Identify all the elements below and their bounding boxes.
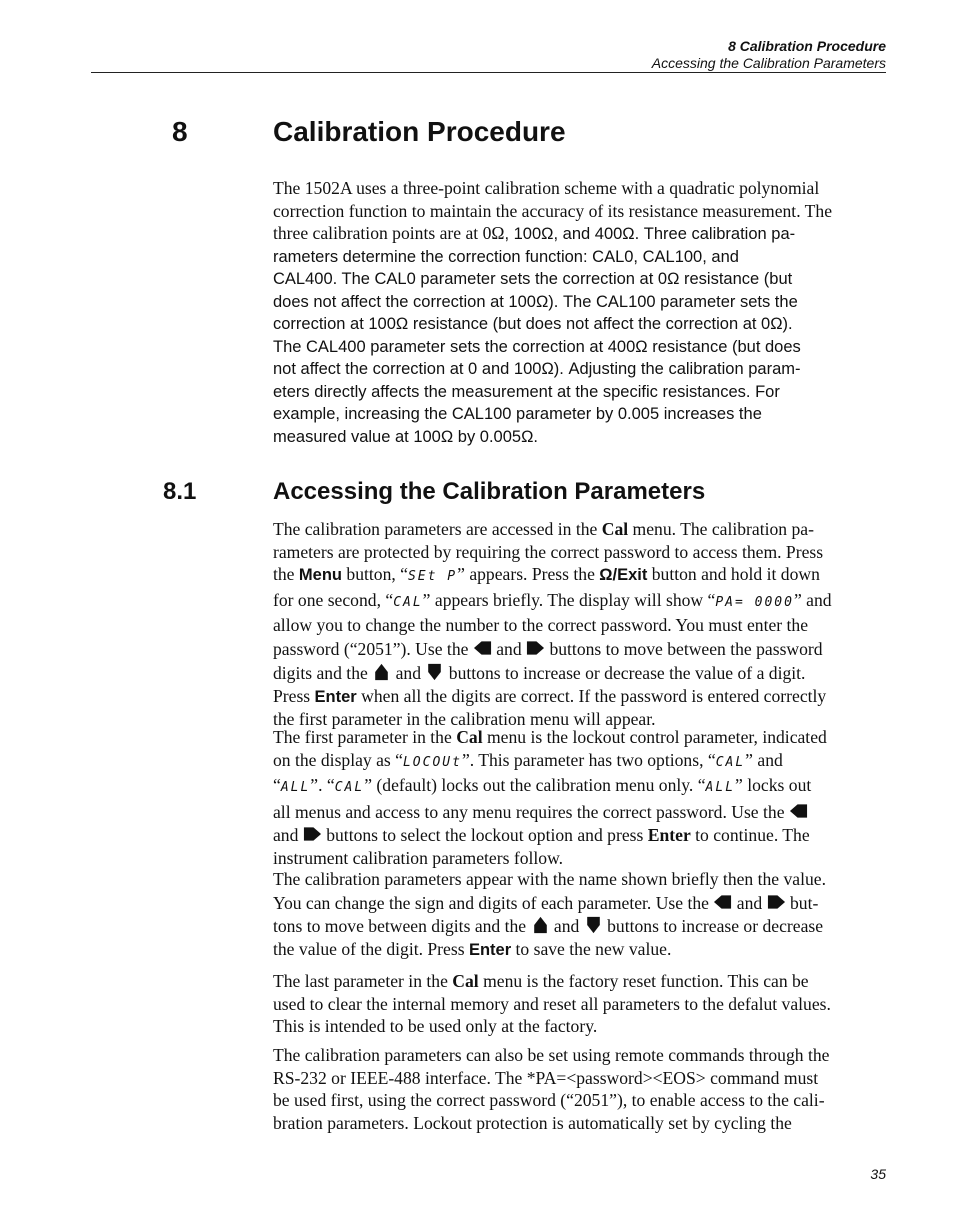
chapter-number: 8 [172, 116, 188, 147]
left-arrow-button-icon [713, 893, 732, 911]
paragraph-editing [273, 868, 888, 961]
menu-name-cal: Cal [452, 971, 479, 991]
text-line [273, 801, 888, 824]
text-run: button and hold it down [647, 564, 820, 584]
text-line [273, 938, 888, 962]
text-line [273, 638, 888, 661]
up-arrow-button-icon [531, 916, 550, 934]
text-run: “ [273, 775, 281, 795]
lcd-text-all: ALL [280, 780, 311, 795]
text-run: buttons to move between the password [545, 638, 823, 659]
text-line: allow you to change the number to the correct password. You must enter the [273, 615, 809, 635]
text-line [273, 892, 888, 915]
lcd-text-all: ALL [705, 780, 736, 795]
left-arrow-button-icon [473, 639, 492, 657]
text-line [273, 915, 888, 938]
text-line: instrument calibration parameters follow. [273, 847, 564, 868]
text-line: This is intended to be used only at the factory. [273, 1016, 598, 1036]
text-run: The last parameter in the [273, 971, 453, 991]
section-title: Accessing the Calibration Parameters [273, 478, 706, 505]
text-run: menu is the lockout control parameter, indicated [482, 727, 827, 747]
text-run: for one second, “ [273, 589, 394, 610]
text-run: and [273, 825, 303, 845]
text-run: when all the digits are correct. If the password is entered correctly [356, 685, 827, 706]
text-line [273, 824, 888, 847]
text-line: eters directly affects the measurement at the specific resistances. For [273, 382, 780, 401]
lcd-text-password: PA= 0000 [715, 594, 794, 610]
text-line [273, 563, 888, 589]
left-arrow-button-icon [789, 802, 808, 820]
text-line: be used first, using the correct password (“2051”), to enable access to the cali- [273, 1090, 825, 1110]
lcd-text-setp: SEt P [407, 569, 458, 584]
text-line: does not affect the correction at 100Ω). The CAL100 parameter sets the [273, 292, 798, 311]
text-line: correction function to maintain the accuracy of its resistance measurement. The [273, 200, 833, 221]
text-line: measured value at 100Ω by 0.005Ω. [273, 427, 538, 446]
text-run: , 100Ω, and 400Ω. Three calibration pa- [504, 225, 796, 243]
text-line: CAL400. The CAL0 parameter sets the correction at 0Ω resistance (but [273, 270, 793, 288]
text-line: rameters are protected by requiring the correct password to access them. Press [273, 541, 824, 562]
text-line: The calibration parameters can also be set using remote commands through the [273, 1045, 830, 1065]
header-rule [91, 72, 886, 73]
text-line: correction at 100Ω resistance (but does not affect the correction at 0Ω). [273, 315, 793, 333]
text-line: The CAL400 parameter sets the correction at 400Ω resistance (but does [273, 337, 801, 356]
text-run: and [391, 663, 426, 683]
text-run: You can change the sign and digits of each parameter. Use the [273, 892, 714, 913]
page-number: 35 [870, 1166, 886, 1182]
text-line [273, 518, 888, 541]
down-arrow-button-icon [584, 916, 603, 934]
text-run: “ [707, 749, 716, 770]
text-run: ”. This parameter has two options, [461, 749, 708, 770]
text-run: password (“2051”). Use the [273, 638, 473, 659]
text-run: ” locks out [735, 775, 812, 795]
text-run: Press [273, 685, 315, 706]
text-run: all menus and access to any menu requires the correct password. Use the [273, 801, 789, 822]
button-name-menu: Menu [298, 566, 342, 584]
text-line: RS-232 or IEEE-488 interface. The *PA=<password><EOS> command must [273, 1067, 819, 1088]
up-arrow-button-icon [372, 663, 391, 681]
lcd-text-cal: CAL [334, 780, 365, 795]
button-name-enter: Enter [647, 825, 691, 845]
text-run: button, “ [342, 564, 408, 584]
text-run: to continue. The [690, 825, 810, 845]
text-line: the first parameter in the calibration menu will appear. [273, 709, 656, 729]
lcd-text-locout: LOCOUt [402, 754, 462, 770]
text-line: rameters determine the correction function: CAL0, CAL100, and [273, 247, 739, 266]
text-run: and [549, 916, 584, 936]
right-arrow-button-icon [526, 639, 545, 657]
text-run: buttons to increase or decrease [602, 916, 824, 936]
button-name-enter: Enter [468, 940, 512, 959]
menu-name-cal: Cal [456, 727, 483, 747]
paragraph-factory-reset [273, 970, 888, 1038]
text-run: menu is the factory reset function. This can be [478, 971, 809, 991]
text-line [273, 222, 888, 246]
right-arrow-button-icon [767, 893, 786, 911]
text-run: tons to move between digits and the [273, 916, 531, 936]
text-run: ” and [793, 589, 832, 610]
text-run: buttons to select the lockout option and press [321, 825, 648, 845]
paragraph-password [273, 518, 888, 731]
text-run: but- [785, 892, 819, 913]
text-line: used to clear the internal memory and reset all parameters to the defalut values. [273, 993, 831, 1014]
text-line [273, 970, 888, 993]
running-header [652, 38, 886, 72]
text-run: and [732, 892, 767, 913]
text-line [273, 685, 888, 709]
section-number: 8.1 [163, 478, 197, 505]
text-run: ” appears briefly. The display will show “ [422, 589, 716, 610]
paragraph-lockout [273, 726, 888, 869]
lcd-text-cal: CAL [715, 754, 746, 770]
paragraph-remote [273, 1044, 888, 1134]
text-line: The 1502A uses a three-point calibration scheme with a quadratic polynomial [273, 178, 820, 198]
text-line [273, 662, 888, 685]
running-header-section: Accessing the Calibration Parameters [651, 55, 886, 71]
text-run: the value of the digit. Press [273, 938, 469, 959]
text-line [273, 774, 888, 800]
text-run: The calibration parameters are accessed in the [273, 519, 602, 539]
text-line: bration parameters. Lockout protection is automatically set by cycling the [273, 1112, 792, 1133]
button-name-exit: Ω/Exit [599, 566, 648, 584]
menu-name-cal: Cal [601, 519, 629, 539]
running-header-chapter: 8 Calibration Procedure [728, 38, 886, 54]
text-run: ” appears. Press the [457, 564, 600, 584]
text-run: the [273, 564, 299, 584]
text-run: and [491, 638, 527, 659]
text-run: to save the new value. [511, 938, 672, 959]
text-run: buttons to increase or decrease the value of a digit. [444, 663, 806, 683]
text-run: menu. The calibration pa- [628, 519, 814, 539]
button-name-enter: Enter [314, 687, 357, 706]
text-line: The calibration parameters appear with the name shown briefly then the value. [273, 869, 827, 889]
text-run: ” and [745, 749, 783, 770]
down-arrow-button-icon [425, 663, 444, 681]
intro-paragraph [273, 177, 888, 448]
lcd-text-cal: CAL [393, 594, 423, 610]
text-run: ” (default) locks out the calibration menu only. “ [364, 775, 706, 795]
text-line: not affect the correction at 0 and 100Ω). Adjusting the calibration param- [273, 360, 801, 378]
text-line [273, 589, 888, 615]
text-run: digits and the [273, 663, 373, 683]
text-run: ”. “ [310, 775, 335, 795]
text-run: The first parameter in the [273, 727, 457, 747]
text-line [273, 749, 888, 775]
text-run: on the display as “ [273, 749, 403, 770]
text-run: three calibration points are at 0Ω [273, 223, 505, 243]
text-line [273, 726, 888, 749]
text-line: example, increasing the CAL100 parameter by 0.005 increases the [273, 405, 762, 423]
right-arrow-button-icon [303, 825, 322, 843]
chapter-title: Calibration Procedure [273, 116, 566, 147]
